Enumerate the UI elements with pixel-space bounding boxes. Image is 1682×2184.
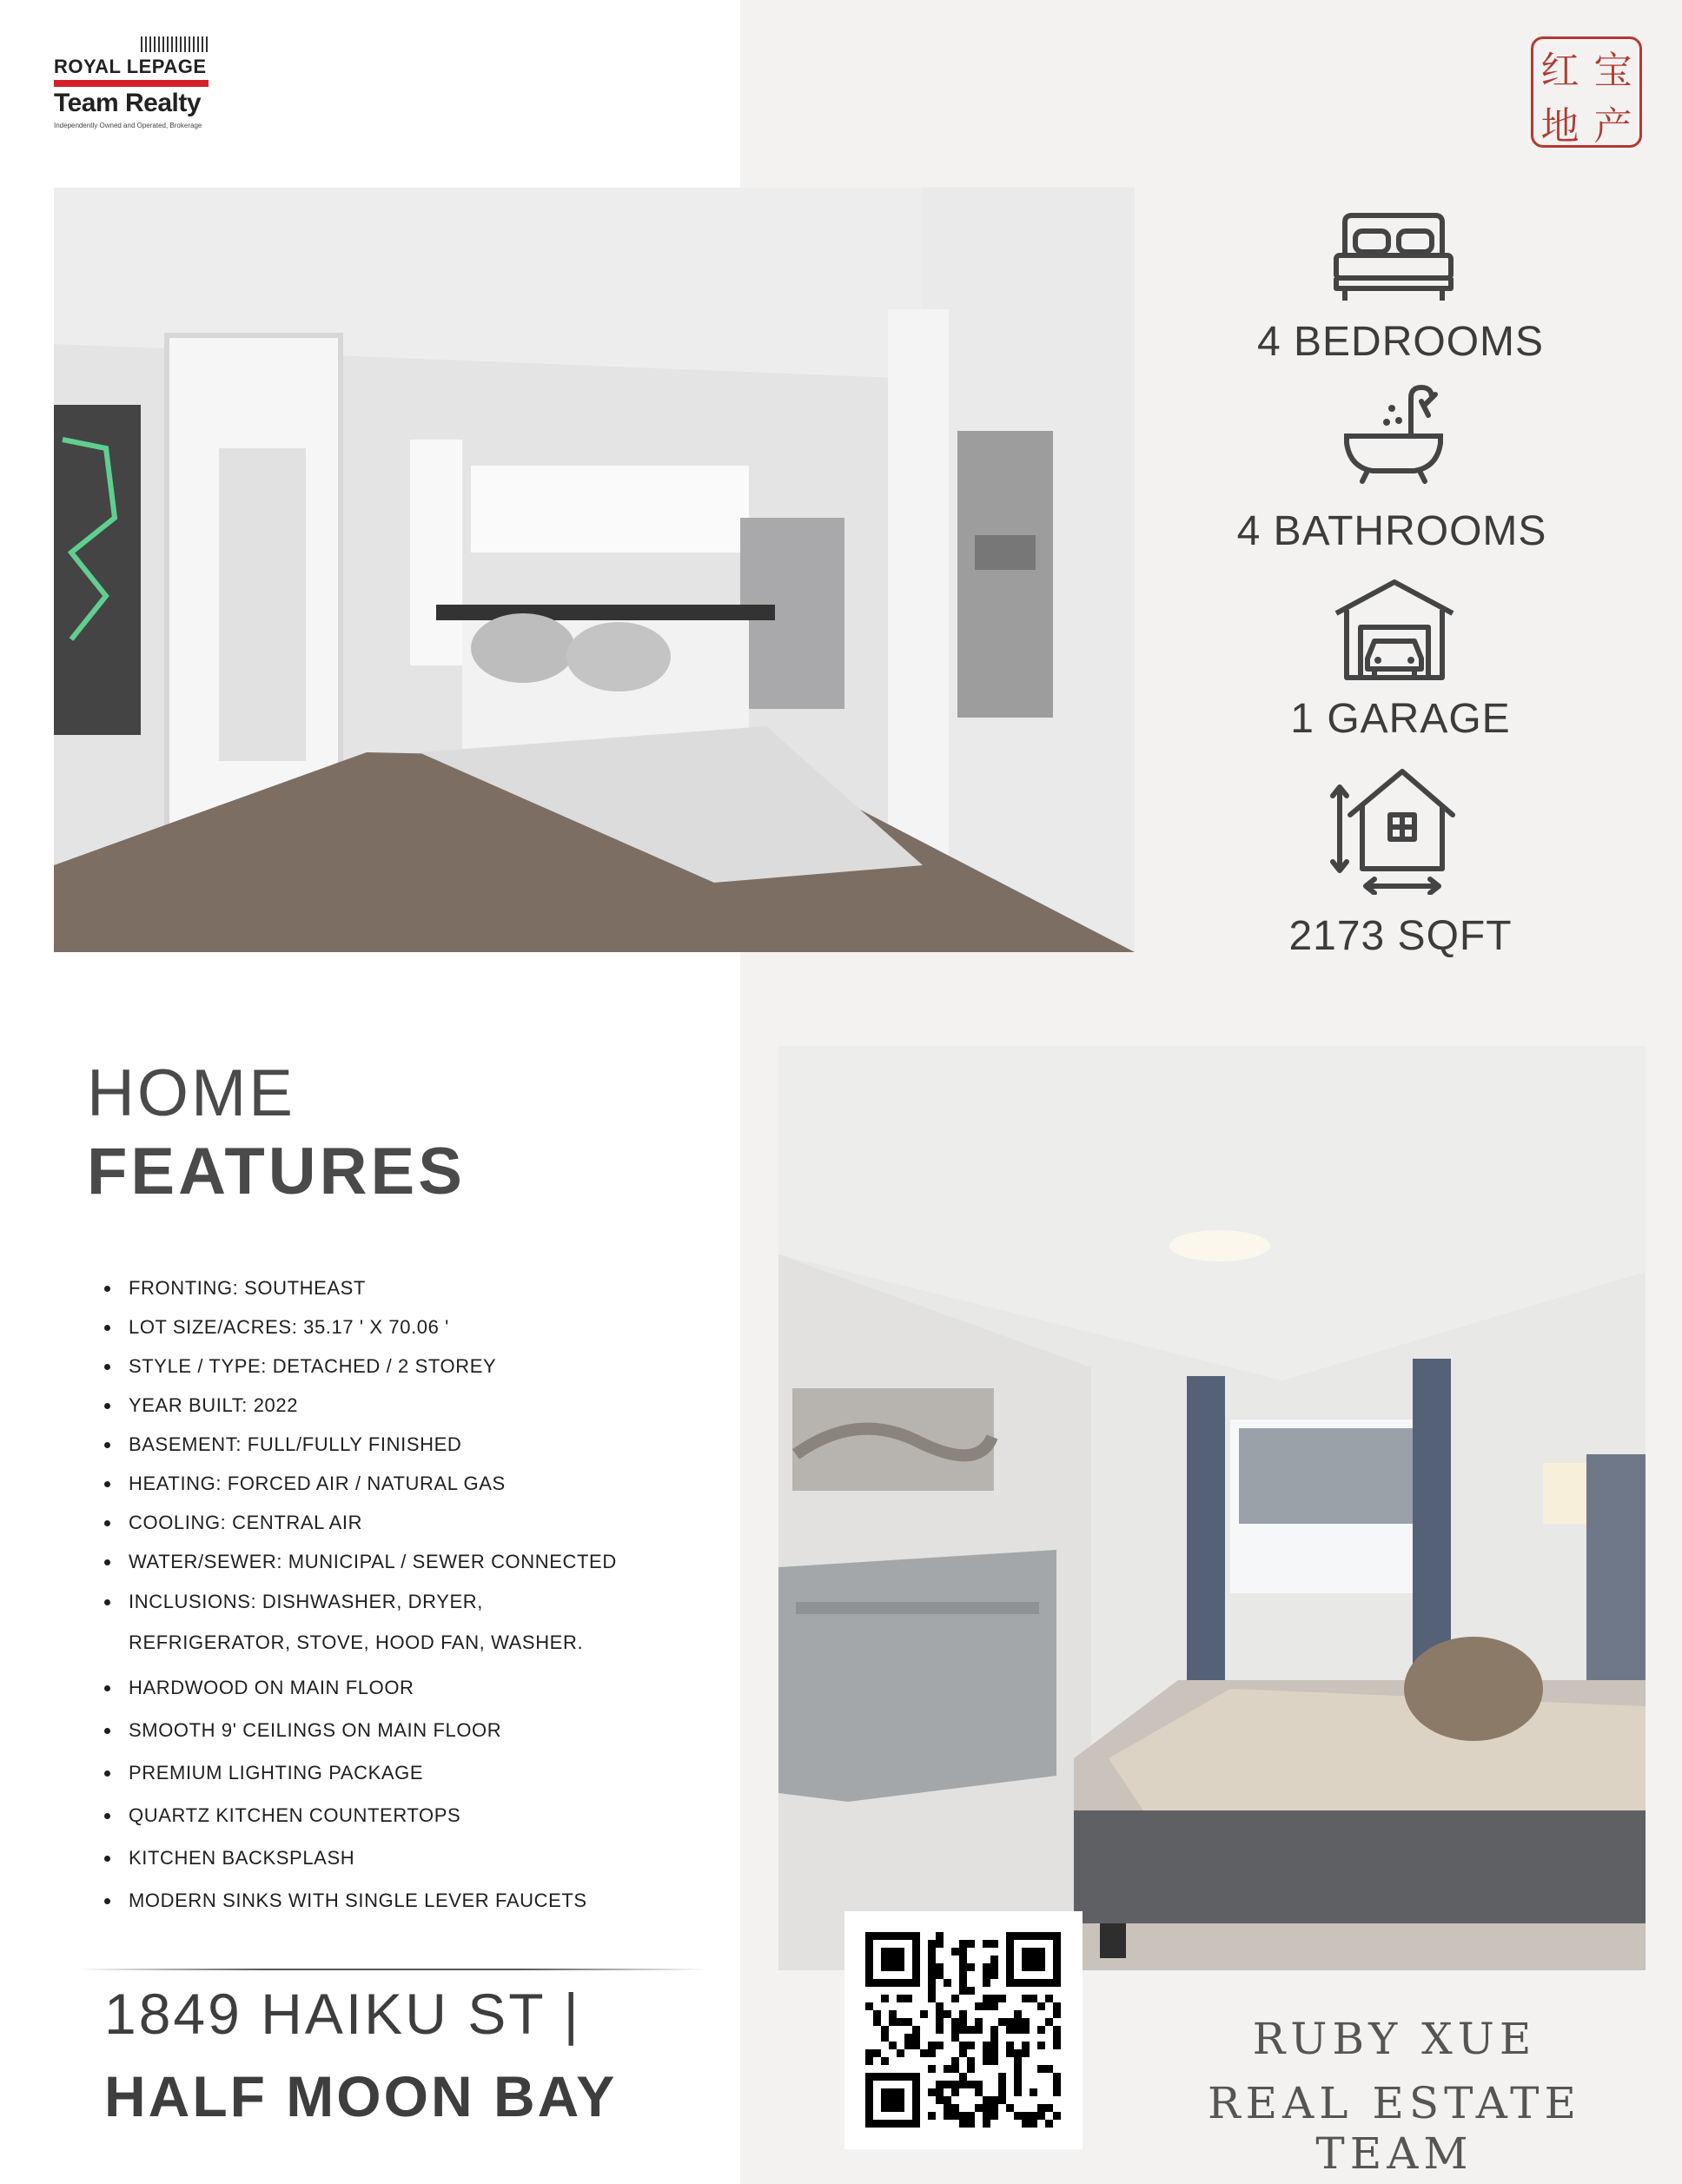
feature-item: • QUARTZ KITCHEN COUNTERTOPS	[122, 1796, 747, 1835]
seal-char: 地	[1540, 104, 1579, 149]
feature-item: • YEAR BUILT: 2022	[122, 1386, 747, 1425]
feature-item: • BASEMENT: FULL/FULLY FINISHED	[122, 1425, 747, 1464]
features-list	[97, 1268, 747, 1920]
logo-tagline: Independently Owned and Operated, Brokerage	[54, 122, 202, 129]
qr-code-graphic	[844, 1911, 1083, 2149]
kitchen-photo	[54, 188, 1135, 952]
house-size-icon	[1329, 768, 1456, 895]
address-area: HALF MOON BAY	[104, 2064, 618, 2128]
seal-char: 产	[1593, 104, 1632, 149]
feature-item: • INCLUSIONS: DISHWASHER, DRYER, REFRIGERATOR, STOVE, HOOD FAN, WASHER.	[122, 1581, 615, 1663]
garage-icon	[1333, 579, 1456, 681]
seal-char: 宝	[1593, 49, 1632, 93]
logo-team-name: Team Realty	[54, 89, 202, 117]
bathtub-icon	[1341, 382, 1446, 486]
qr-code[interactable]	[844, 1911, 1083, 2149]
feature-item: • MODERN SINKS WITH SINGLE LEVER FAUCETS	[122, 1881, 747, 1920]
bedrooms-label: 4 BEDROOMS	[1256, 319, 1545, 365]
feature-item: • WATER/SEWER: MUNICIPAL / SEWER CONNECTED	[122, 1542, 747, 1581]
bed-icon	[1333, 212, 1454, 304]
feature-item: • STYLE / TYPE: DETACHED / 2 STOREY	[122, 1347, 747, 1386]
address-street: 1849 HAIKU ST |	[104, 1982, 581, 2046]
features-heading-bold: FEATURES	[87, 1135, 466, 1208]
team-name: RUBY XUE	[1252, 2014, 1537, 2064]
chinese-seal-logo	[1531, 36, 1642, 148]
features-heading-light: HOME	[87, 1056, 295, 1130]
divider-line	[80, 1969, 705, 1970]
feature-item: • LOT SIZE/ACRES: 35.17 ' X 70.06 '	[122, 1307, 747, 1347]
logo-red-bar	[54, 80, 209, 87]
bedroom-photo	[778, 1046, 1646, 1970]
feature-item: • PREMIUM LIGHTING PACKAGE	[122, 1753, 747, 1792]
sqft-label: 2173 SQFT	[1288, 913, 1513, 959]
feature-item: • SMOOTH 9' CEILINGS ON MAIN FLOOR	[122, 1711, 747, 1750]
garage-label: 1 GARAGE	[1290, 696, 1511, 742]
feature-item: • KITCHEN BACKSPLASH	[122, 1838, 747, 1877]
feature-item: • FRONTING: SOUTHEAST	[122, 1268, 747, 1307]
team-subtitle: REAL ESTATE TEAM	[1208, 2078, 1581, 2179]
logo-stripes	[141, 36, 209, 52]
logo-brand-name: ROYAL LEPAGE	[54, 56, 207, 77]
feature-item: • HARDWOOD ON MAIN FLOOR	[122, 1668, 747, 1707]
feature-item: • HEATING: FORCED AIR / NATURAL GAS	[122, 1464, 747, 1503]
bathrooms-label: 4 BATHROOMS	[1236, 508, 1547, 554]
seal-char: 红	[1540, 49, 1579, 93]
feature-item: • COOLING: CENTRAL AIR	[122, 1503, 747, 1542]
royal-lepage-logo	[54, 36, 210, 134]
